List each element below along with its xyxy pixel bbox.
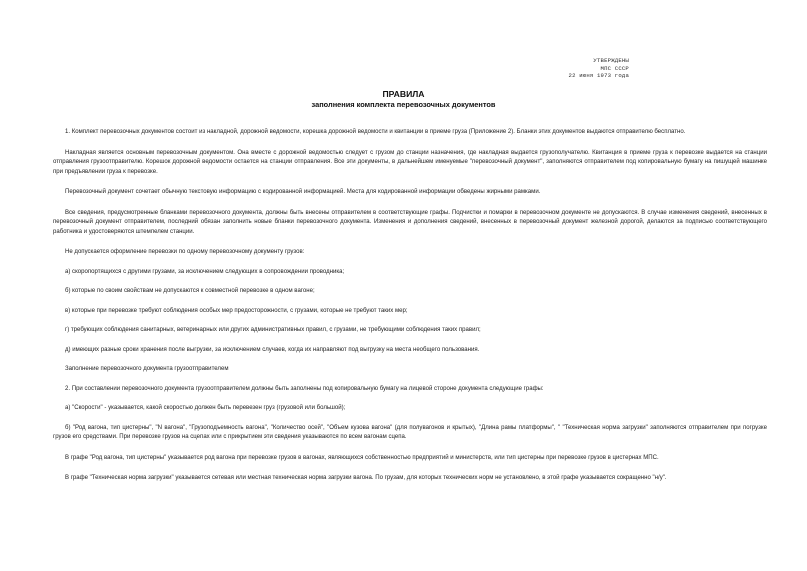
paragraph-2: Накладная является основным перевозочным документом. Она вместе с дорожной ведомостью следует с грузом до станции назначения, где накладная выдается грузополучателю. Квитанция в приеме груза к перевозке выдается на станции отправления грузоотправителю. Корешок дорожной ведомости остается на станции отправления. Все эти документы, в дальнейшем именуемые "перевозочный документ", заполняются отправителем под копировальную бумагу на пишущей машинке при предъявлении груза к перевозке.	[53, 149, 767, 175]
approval-line-date: 22 июня 1973 года	[568, 72, 629, 79]
paragraph-12: а) "Скорости" - указывается, какой скоростью должен быть перевезен груз (грузовой или большой);	[65, 405, 346, 411]
paragraph-8: в) которые при перевозке требуют соблюдения особых мер предосторожности, с грузами, которые не требуют таких мер;	[65, 307, 408, 314]
paragraph-3: Перевозочный документ сочетает обычную текстовую информацию с кодированной информацией. Места для кодированной информации обведены жирными рамками.	[65, 189, 541, 195]
paragraph-7: б) которые по своим свойствам не допускаются к совместной перевозке в одном вагоне;	[65, 288, 315, 294]
section-heading: Заполнение перевозочного документа грузоотправителем	[65, 366, 229, 372]
paragraph-5: Не допускается оформление перевозки по одному перевозочному документу грузов:	[65, 249, 305, 255]
document-subtitle: заполнения комплекта перевозочных документов	[311, 100, 496, 109]
paragraph-14: В графе "Род вагона, тип цистерны" указывается род вагона при перевозке грузов в вагонах, являющихся собственностью предприятий и министерств, или тип цистерны при перевозке грузов в цистернах МПС.	[65, 454, 659, 461]
paragraph-15: В графе "Техническая норма загрузки" указывается сетевая или местная техническая норма загрузки вагона. По грузам, для которых технических норм не установлено, в этой графе указывается сокращенно "н/у".	[65, 475, 667, 481]
approval-line-ministry: МПС СССР	[600, 64, 629, 72]
approval-line-approved: УТВЕРЖДЕНЫ	[593, 57, 629, 64]
paragraph-6: а) скоропортящихся с другими грузами, за исключением следующих в сопровождении проводника;	[65, 268, 345, 275]
approval-stamp	[569, 57, 629, 80]
paragraph-13: б) "Род вагона, тип цистерны", "N вагона", "Грузоподъемность вагона", "Количество осей", "Объем кузова вагона" (для полувагонов и крытых), "Длина рамы платформы", " "Техническая норма загрузки" заполняются отправителем при погрузке грузов его средствами. При перевозке грузов на сцепах или с прикрытием эти сведения указываются по всем вагонам сцепа.	[53, 424, 767, 440]
document-title: ПРАВИЛА	[382, 89, 425, 99]
paragraph-11: 2. При составлении перевозочного документа грузоотправителем должны быть заполнены под копировальную бумагу на лицевой стороне документа следующие графы:	[65, 385, 544, 392]
paragraph-1: 1. Комплект перевозочных документов состоит из накладной, дорожной ведомости, корешка дорожной ведомости и квитанции в приеме груза (Приложение 2). Бланки этих документов выдаются отправителю бесплатно.	[65, 129, 686, 135]
paragraph-4: Все сведения, предусмотренные бланками перевозочного документа, должны быть внесены отправителем в соответствующие графы. Подчистки и помарки в перевозочном документе не допускаются. В случае изменения сведений, внесенных в перевозочный документ отправителем, последний обязан заполнить новые бланки перевозочного документа. Изменения и дополнения сведений, внесенных в перевозочный документ железной дорогой, делаются за подписью соответствующего работника и удостоверяются штемпелем станции.	[53, 209, 767, 235]
paragraph-10: д) имеющих разные сроки хранения после выгрузки, за исключением случаев, когда их направляют под выгрузку на места необщего пользования.	[65, 346, 480, 353]
paragraph-9: г) требующих соблюдения санитарных, ветеринарных или других административных правил, с грузами, не требующими соблюдения таких правил;	[65, 327, 481, 333]
document-body	[53, 128, 767, 484]
